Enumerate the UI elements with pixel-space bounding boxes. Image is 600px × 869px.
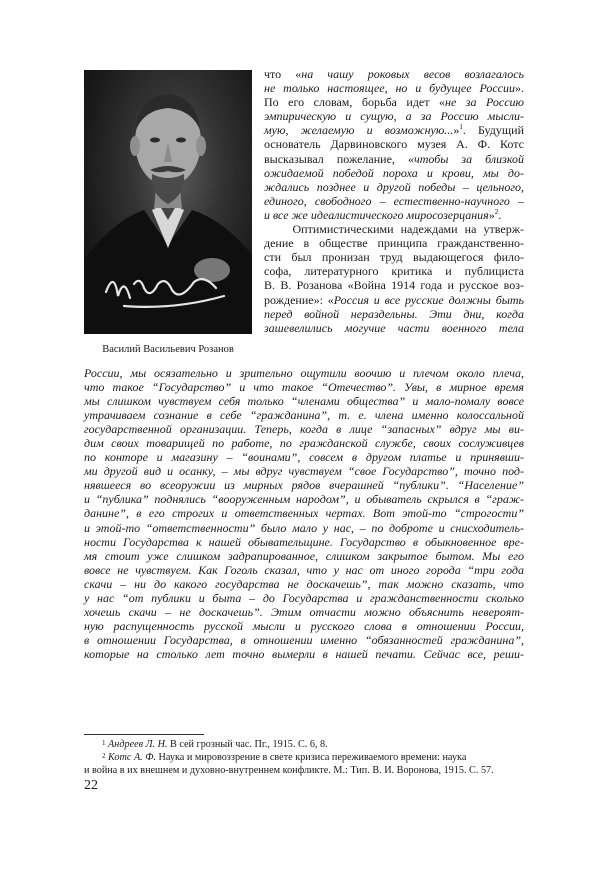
quote-line: ности Государства к нашей обывательщине. Государство в обыкновенное вре- [84,534,524,549]
text-segment: В. В. Розанова «Война 1914 года и русское воз- [264,278,524,293]
column-line [264,166,524,180]
text-segment: единого, свободного – естественно-научного – [264,193,524,208]
text-segment: что « [264,67,302,81]
column-line [264,264,524,278]
quote-line: ную распущенность русской мысли и русского слова в отношении России, [84,618,524,633]
column-line [264,236,524,250]
footnote-2-number: 2 [102,752,106,760]
quote-line: и этой-то “ответственности” было мало у нас, – по доброте и снисходитель- [84,520,524,535]
photo-caption: Василий Васильевич Розанов [102,344,234,355]
column-line [264,137,524,151]
text-segment: основатель Дарвиновского музея А. Ф. Котс [264,137,524,152]
quote-line: России, мы осязательно и зрительно ощутили воочию и плечом около плеча, [84,366,524,380]
page-number: 22 [84,778,98,793]
text-segment: не только настоящее, но и будущее России [264,81,515,96]
column-line [264,307,524,321]
footnote-ref: 1 [459,123,463,132]
footnote-1 [84,739,524,752]
column-line [264,250,524,264]
quote-line: в отношении Государства, в отношении именно “обязанностей гражданина”, [84,632,524,647]
quote-line: у нас “от публики и быта – до Государства и гражданственности сколько [84,590,524,605]
quote-line: мя стоит уже слишком задрапированное, слишком закрытое бытом. Мы его [84,548,524,563]
footnote-2 [84,752,524,777]
column-line [264,67,524,81]
footnote-2-text: Наука и мировоззрение в свете кризиса переживаемого времени: наука [156,752,467,763]
quote-line: вовсе не чувствуем. Как Гоголь сказал, что у нас от иного города “три года [84,562,524,577]
text-segment: эмпирическую и сущую, а за Россию мысли- [264,109,524,124]
quote-line: которые на столько лет точно вымерли в нашей печати. Сейчас все, реши- [84,646,524,661]
full-width-text [84,366,524,661]
text-segment: . [498,207,502,222]
footnote-divider [84,734,204,735]
quote-line: государственной организации. Теперь, когда в лице “запасных” вдруг мы ви- [84,422,524,437]
right-column-text [264,67,524,335]
column-line [264,321,524,335]
quote-line: мы слишком чувствуем себя только “членами общества” и мало-помалу вовсе [84,394,524,409]
column-line [264,180,524,194]
text-segment: ожидаемой победой пороха и крови, мы до- [264,165,524,180]
column-line [264,123,524,137]
column-line [264,208,524,222]
column-line [264,278,524,292]
text-segment: . Будущий [462,123,524,138]
text-segment: » [453,123,460,138]
quote-line: данине”, в его строгих и ответственных чертах. Вот этой-то “строгости” [84,506,524,521]
footnote-1-text: В сей грозный час. Пг., 1915. С. 6, 8. [167,739,328,750]
text-segment: Оптимистическими надеждами на утверж- [264,222,524,237]
column-line [264,152,524,166]
quote-line: и “публика” поднялись “вооруженным народом”, и обыватель скрылся в “граж- [84,492,524,507]
text-segment: рождение»: « [264,292,334,307]
quote-line: что такое “Государство” и что такое “Отечество”. Увы, в мирное время [84,380,524,395]
column-line [264,81,524,95]
text-segment: сти был пронизан труд выдающегося фило- [264,250,524,265]
column-line [264,293,524,307]
text-segment: По его словам, борьба идет « [264,95,445,110]
text-segment: мую, желаемую и возможную... [264,123,454,138]
text-segment: » [488,207,495,222]
text-segment: на чашу роковых весов возлагалось [301,67,524,81]
text-segment: перед войной нераздельны. Эти дни, когда [264,306,524,321]
portrait-illustration [84,70,252,334]
footnote-2-author: Котс А. Ф. [108,752,156,763]
quote-line: нявшееся во всеоружии из мирных рядов вчерашней “публики”. “Население” [84,478,524,493]
text-segment: чтобы за близкой [413,151,524,166]
footnote-1-author: Андреев Л. Н. [108,739,168,750]
column-line [264,194,524,208]
text-segment: софа, литературного критика и публициста [264,264,524,279]
column-line [264,109,524,123]
quote-line: дим своих товарищей по работе, по гражданской службе, своих сослуживцев [84,436,524,451]
footnote-ref: 2 [494,207,499,216]
text-segment: высказывал пожелание, « [264,151,414,166]
text-segment: не за Россию [445,95,524,110]
footnote-1-number: 1 [102,739,106,747]
portrait-photo [84,70,252,334]
text-segment: и все же идеалистического миросозерцания [264,207,489,222]
quote-line: ми другой вид и осанку, – мы вдруг чувствуем “свое Государство”, точно под- [84,464,524,479]
text-segment: дение в обществе принципа гражданственно- [264,236,524,251]
quote-line: хочешь скачи – не доскачешь”. Этим отчасти можно объяснить невероят- [84,604,524,619]
quote-line: утрачиваем сознание в себе “гражданина”, т. е. члена именно колоссальной [84,408,524,423]
text-segment: Россия и все русские должны быть [333,292,524,307]
footnote-2-continuation: и война в их внешнем и духовно-внутреннем конфликте. М.: Тип. В. И. Воронова, 1915. С. 57. [84,764,494,776]
text-segment: зашевелились могучие части военного тела [264,320,524,335]
text-segment: ». [515,81,524,96]
column-line [264,95,524,109]
column-line [264,222,524,236]
quote-line: по конторе и магазину – “воинами”, совсем в другом платье и принявши- [84,450,524,465]
quote-line: скачи – ни до какого государства не доскачешь”, так можно сказать, что [84,576,524,591]
text-segment: ждались позднее и другой победы – цельного, [264,179,524,194]
